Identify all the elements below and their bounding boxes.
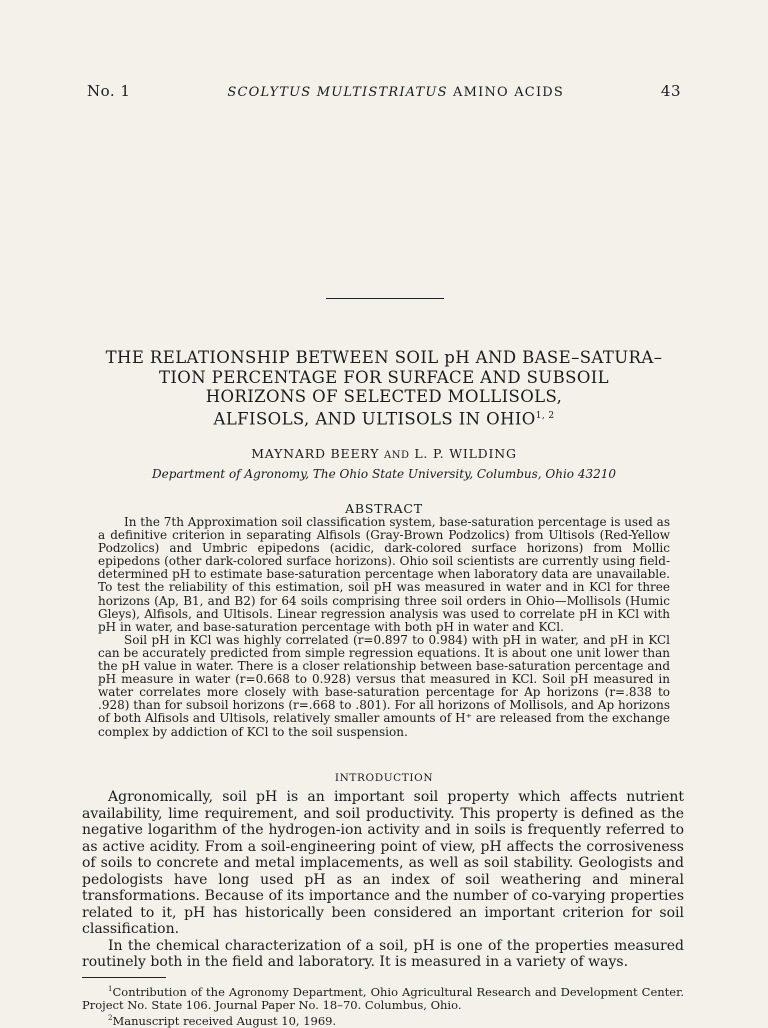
title-line-2: TION PERCENTAGE FOR SURFACE AND SUBSOIL — [158, 367, 610, 387]
footnote-2 — [82, 1012, 684, 1028]
abstract-paragraph: In the 7th Approximation soil classification system, base-saturation percentage is used as a definitive criterion in separating Alfisols (Gray-Brown Podzolics) from Ultisols (Red-Yellow Podzolics) and Umbric epipedons (acidic, dark-colored surface horizons) from Mollic epipedons (other dark-colored surface horizons). Ohio soil scientists are currently using field-determined pH to estimate base-saturation percentage when laboratory data are unavailable. To test the reliability of this estimation, soil pH was measured in water and in KCl for three horizons (Ap, B1, and B2) for 64 soils comprising three soil orders in Ohio—Mollisols (Humic Gleys), Alfisols, and Ultisols. Linear regression analysis was used to correlate pH in KCl with pH in water, and base-saturation percentage with both pH in water and KCl. — [98, 515, 670, 634]
author-line — [0, 446, 768, 461]
author-affiliation: Department of Agronomy, The Ohio State University, Columbus, Ohio 43210 — [151, 467, 617, 481]
footnote-mark: 2 — [108, 1013, 113, 1022]
footnote-text: Manuscript received August 10, 1969. — [112, 1013, 337, 1028]
author-conjunction: AND — [384, 450, 410, 461]
section-divider — [326, 298, 444, 299]
introduction-body — [82, 789, 684, 971]
footnote-1 — [82, 983, 684, 1012]
running-head — [87, 82, 681, 100]
title-line-3: HORIZONS OF SELECTED MOLLISOLS, — [205, 387, 563, 406]
abstract-paragraph: Soil pH in KCl was highly correlated (r=0.897 to 0.984) with pH in water, and pH in KCl can be accurately predicted from simple regression equations. It is about one unit lower than the pH value in water. There is a closer relationship between base-saturation percentage and pH measure in water (r=0.668 to 0.928) versus that measured in KCl. Soil pH measured in water correlates more closely with base-saturation percentage for Ap horizons (r=.838 to .928) than for subsoil horizons (r=.668 to .801). For all horizons of Mollisols, and Ap horizons of both Alfisols and Ultisols, relatively smaller amounts of H⁺ are released from the exchange complex by addiction of KCl to the soil suspension. — [98, 632, 670, 739]
running-title — [227, 85, 564, 100]
introduction-paragraph: Agronomically, soil pH is an important soil property which affects nutrient availability, lime requirement, and soil productivity. This property is defined as the negative logarithm of the hydrogen-ion activity and in soils is frequently referred to as active acidity. From a soil-engineering point of view, pH affects the corrosiveness of soils to concrete and metal implacements, as well as soil stability. Geologists and pedologists have long used pH as an index of soil weathering and mineral transformations. Because of its importance and the number of co-varying properties related to it, pH has historically been considered an important criterion for soil classification. — [82, 789, 684, 937]
title-footnote-marks: 1, 2 — [535, 410, 555, 421]
footnote-mark: 1 — [108, 985, 113, 993]
title-line-1: THE RELATIONSHIP BETWEEN SOIL pH AND BASE–SATURA– — [105, 348, 663, 367]
author-wilding: L. P. WILDING — [414, 446, 517, 461]
running-title-italic: SCOLYTUS MULTISTRIATUS — [227, 85, 448, 100]
author-beery: MAYNARD BEERY — [251, 446, 380, 461]
issue-number: No. 1 — [87, 82, 131, 100]
footnotes — [82, 983, 684, 1028]
title-line-4: ALFISOLS, AND ULTISOLS IN OHIO — [213, 409, 536, 428]
abstract-heading: ABSTRACT — [345, 501, 423, 516]
page-number: 43 — [660, 82, 681, 100]
running-title-rest: AMINO ACIDS — [447, 85, 565, 100]
introduction-heading: INTRODUCTION — [334, 772, 434, 784]
introduction-paragraph: In the chemical characterization of a soil, pH is one of the properties measured routinely both in the field and laboratory. It is measured in a variety of ways. — [82, 937, 684, 970]
footnote-rule — [82, 977, 166, 978]
abstract-body — [98, 516, 670, 739]
footnote-text: Contribution of the Agronomy Department, Ohio Agricultural Research and Development Center. Project No. State 106. Journal Paper No. 18–70. Columbus, Ohio. — [82, 984, 684, 1012]
article-title — [60, 348, 708, 429]
